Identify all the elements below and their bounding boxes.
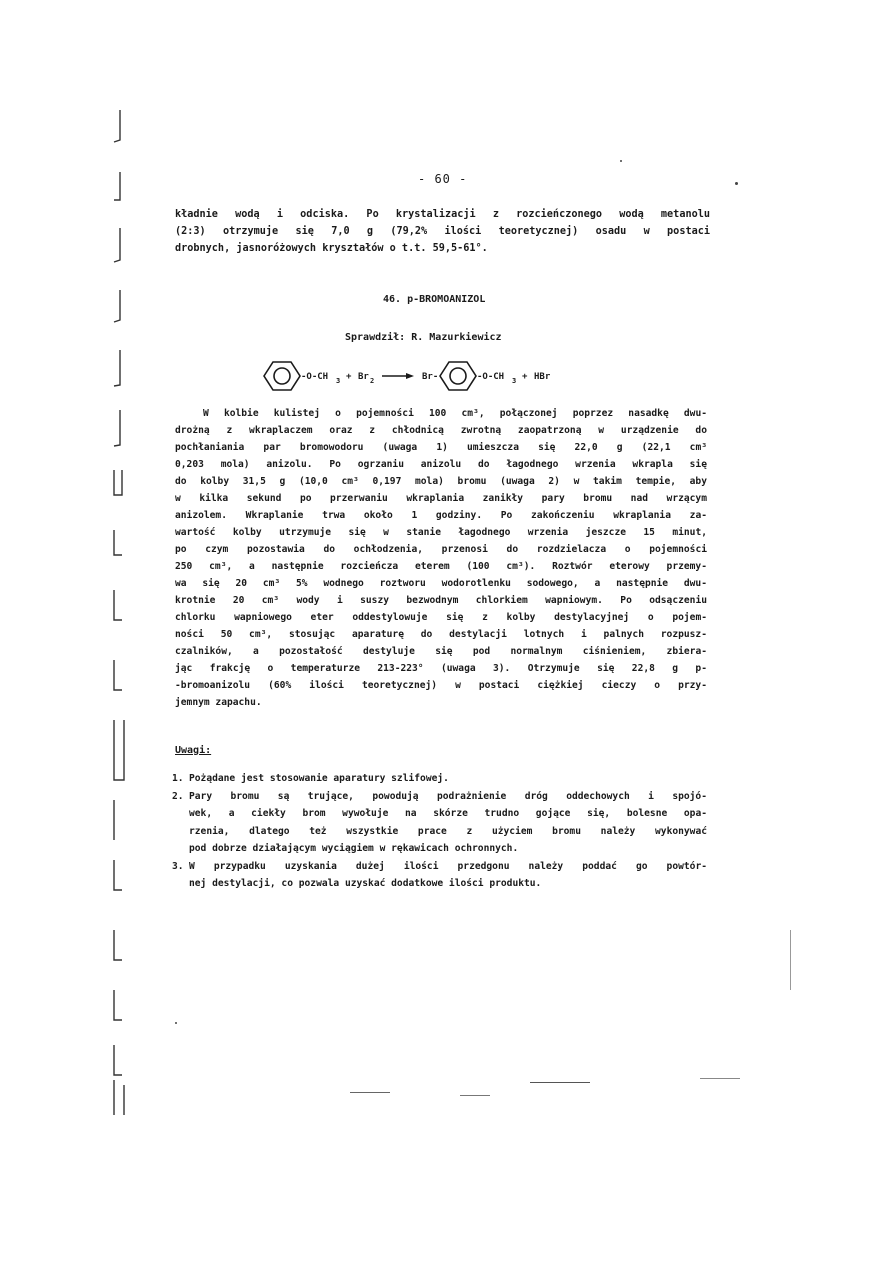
scan-speck (620, 160, 622, 162)
scan-speck (350, 1092, 390, 1093)
note-line: pod dobrze działającym wyciągiem w rękawicach ochronnych. (189, 843, 519, 854)
body-line: anizolem. Wkraplanie trwa około 1 godziny. Po zakończeniu wkraplania za- (175, 510, 707, 521)
note-line: rzenia, dlatego też wszystkie prace z użyciem bromu należy wykonywać (189, 825, 707, 837)
reagent: Br (358, 372, 369, 382)
body-line: ności 50 cm³, stosując aparaturę do destylacji lotnych i palnych rozpusz- (175, 629, 707, 640)
scan-speck (175, 1022, 177, 1024)
body-line: W kolbie kulistej o pojemności 100 cm³, połączonej poprzez nasadkę dwu- (203, 408, 707, 419)
plus-sign: + (346, 372, 352, 382)
note-text (189, 788, 707, 858)
intro-line: (2:3) otrzymuje się 7,0 g (79,2% ilości teoretycznej) osadu w postaci (175, 226, 710, 237)
procedure-paragraph (175, 405, 707, 711)
body-line: jąc frakcję o temperaturze 213-223° (uwaga 3). Otrzymuje się 22,8 g p- (175, 663, 707, 674)
body-line: po czym pozostawia do ochłodzenia, przenosi do rozdzielacza o pojemności (175, 544, 707, 555)
plus-sign: + (522, 372, 528, 382)
binding-marks (100, 100, 140, 1120)
note-line: Pary bromu są trujące, powodują podrażnienie dróg oddechowych i spojó- (189, 790, 707, 802)
checked-by: Sprawdził: R. Mazurkiewicz (345, 332, 502, 343)
notes-list (172, 770, 707, 893)
scan-speck (790, 930, 791, 990)
body-line: -bromoanizolu (60% ilości teoretycznej) w postaci ciężkiej cieczy o przy- (175, 680, 707, 691)
note-number: 3. (172, 860, 184, 872)
body-line: jemnym zapachu. (175, 697, 262, 708)
note-item (172, 858, 707, 893)
scan-speck (460, 1095, 490, 1096)
note-item (172, 788, 707, 858)
scan-speck (530, 1082, 590, 1083)
scan-speck (700, 1078, 740, 1079)
reaction-arrow-icon (382, 373, 414, 379)
body-line: chlorku wapniowego eter oddestylowuje się z kolby destylacyjnej o pojem- (175, 612, 707, 623)
page-number: - 60 - (418, 172, 468, 186)
body-line: wartość kolby utrzymuje się w stanie łagodnego wrzenia jeszcze 15 minut, (175, 527, 707, 538)
note-text (189, 858, 707, 893)
note-line: nej destylacji, co pozwala uzyskać dodatkowe ilości produktu. (189, 878, 542, 889)
body-line: do kolby 31,5 g (10,0 cm³ 0,197 mola) bromu (uwaga 2) w takim tempie, aby (175, 476, 707, 487)
reaction-equation (256, 352, 616, 400)
reagent-subscript: 2 (370, 377, 375, 385)
section-title: 46. p-BROMOANIZOL (383, 294, 486, 305)
note-text (189, 770, 707, 788)
note-number: 2. (172, 790, 184, 802)
benzene-ring-icon (440, 362, 476, 390)
note-line: wek, a ciekły brom wywołuje na skórze trudno gojące się, bolesne opa- (189, 808, 707, 819)
reactant-subscript: 3 (336, 377, 341, 385)
body-line: w kilka sekund po przerwaniu wkraplania zanikły pary bromu nad wrzącym (175, 493, 707, 504)
body-line: czalników, a pozostałość destyluje się pod normalnym ciśnieniem, zbiera- (175, 646, 707, 657)
body-line: 0,203 mola) anizolu. Po ogrzaniu anizolu do łagodnego wrzenia wkrapla się (175, 459, 707, 470)
benzene-ring-icon (264, 362, 300, 390)
note-number: 1. (172, 773, 184, 784)
body-line: krotnie 20 cm³ wody i suszy bezwodnym chlorkiem wapniowym. Po odsączeniu (175, 595, 707, 606)
byproduct: HBr (534, 372, 551, 382)
product-subscript: 3 (512, 377, 517, 385)
intro-paragraph (175, 206, 710, 257)
intro-line: kładnie wodą i odciska. Po krystalizacji z rozcieńczonego wodą metanolu (175, 209, 710, 220)
note-line: W przypadku uzyskania dużej ilości przedgonu należy poddać go powtór- (189, 860, 707, 872)
notes-heading: Uwagi: (175, 745, 212, 756)
note-item (172, 770, 707, 788)
scan-speck (735, 182, 738, 185)
body-line: drożną z wkraplaczem oraz z chłodnicą zwrotną zaopatrzoną w urządzenie do (175, 425, 707, 436)
note-line: Pożądane jest stosowanie aparatury szlifowej. (189, 773, 449, 784)
product-group: -O-CH (477, 372, 505, 382)
body-line: 250 cm³, a następnie rozcieńcza eterem (100 cm³). Roztwór eterowy przemy- (175, 561, 707, 572)
reactant-group: -O-CH (301, 372, 329, 382)
body-line: pochłaniania par bromowodoru (uwaga 1) umieszcza się 22,0 g (22,1 cm³ (175, 442, 707, 453)
product-prefix: Br- (422, 372, 439, 382)
intro-line: drobnych, jasnoróżowych kryształów o t.t. 59,5-61°. (175, 243, 488, 254)
body-line: wa się 20 cm³ 5% wodnego roztworu wodorotlenku sodowego, a następnie dwu- (175, 578, 707, 589)
